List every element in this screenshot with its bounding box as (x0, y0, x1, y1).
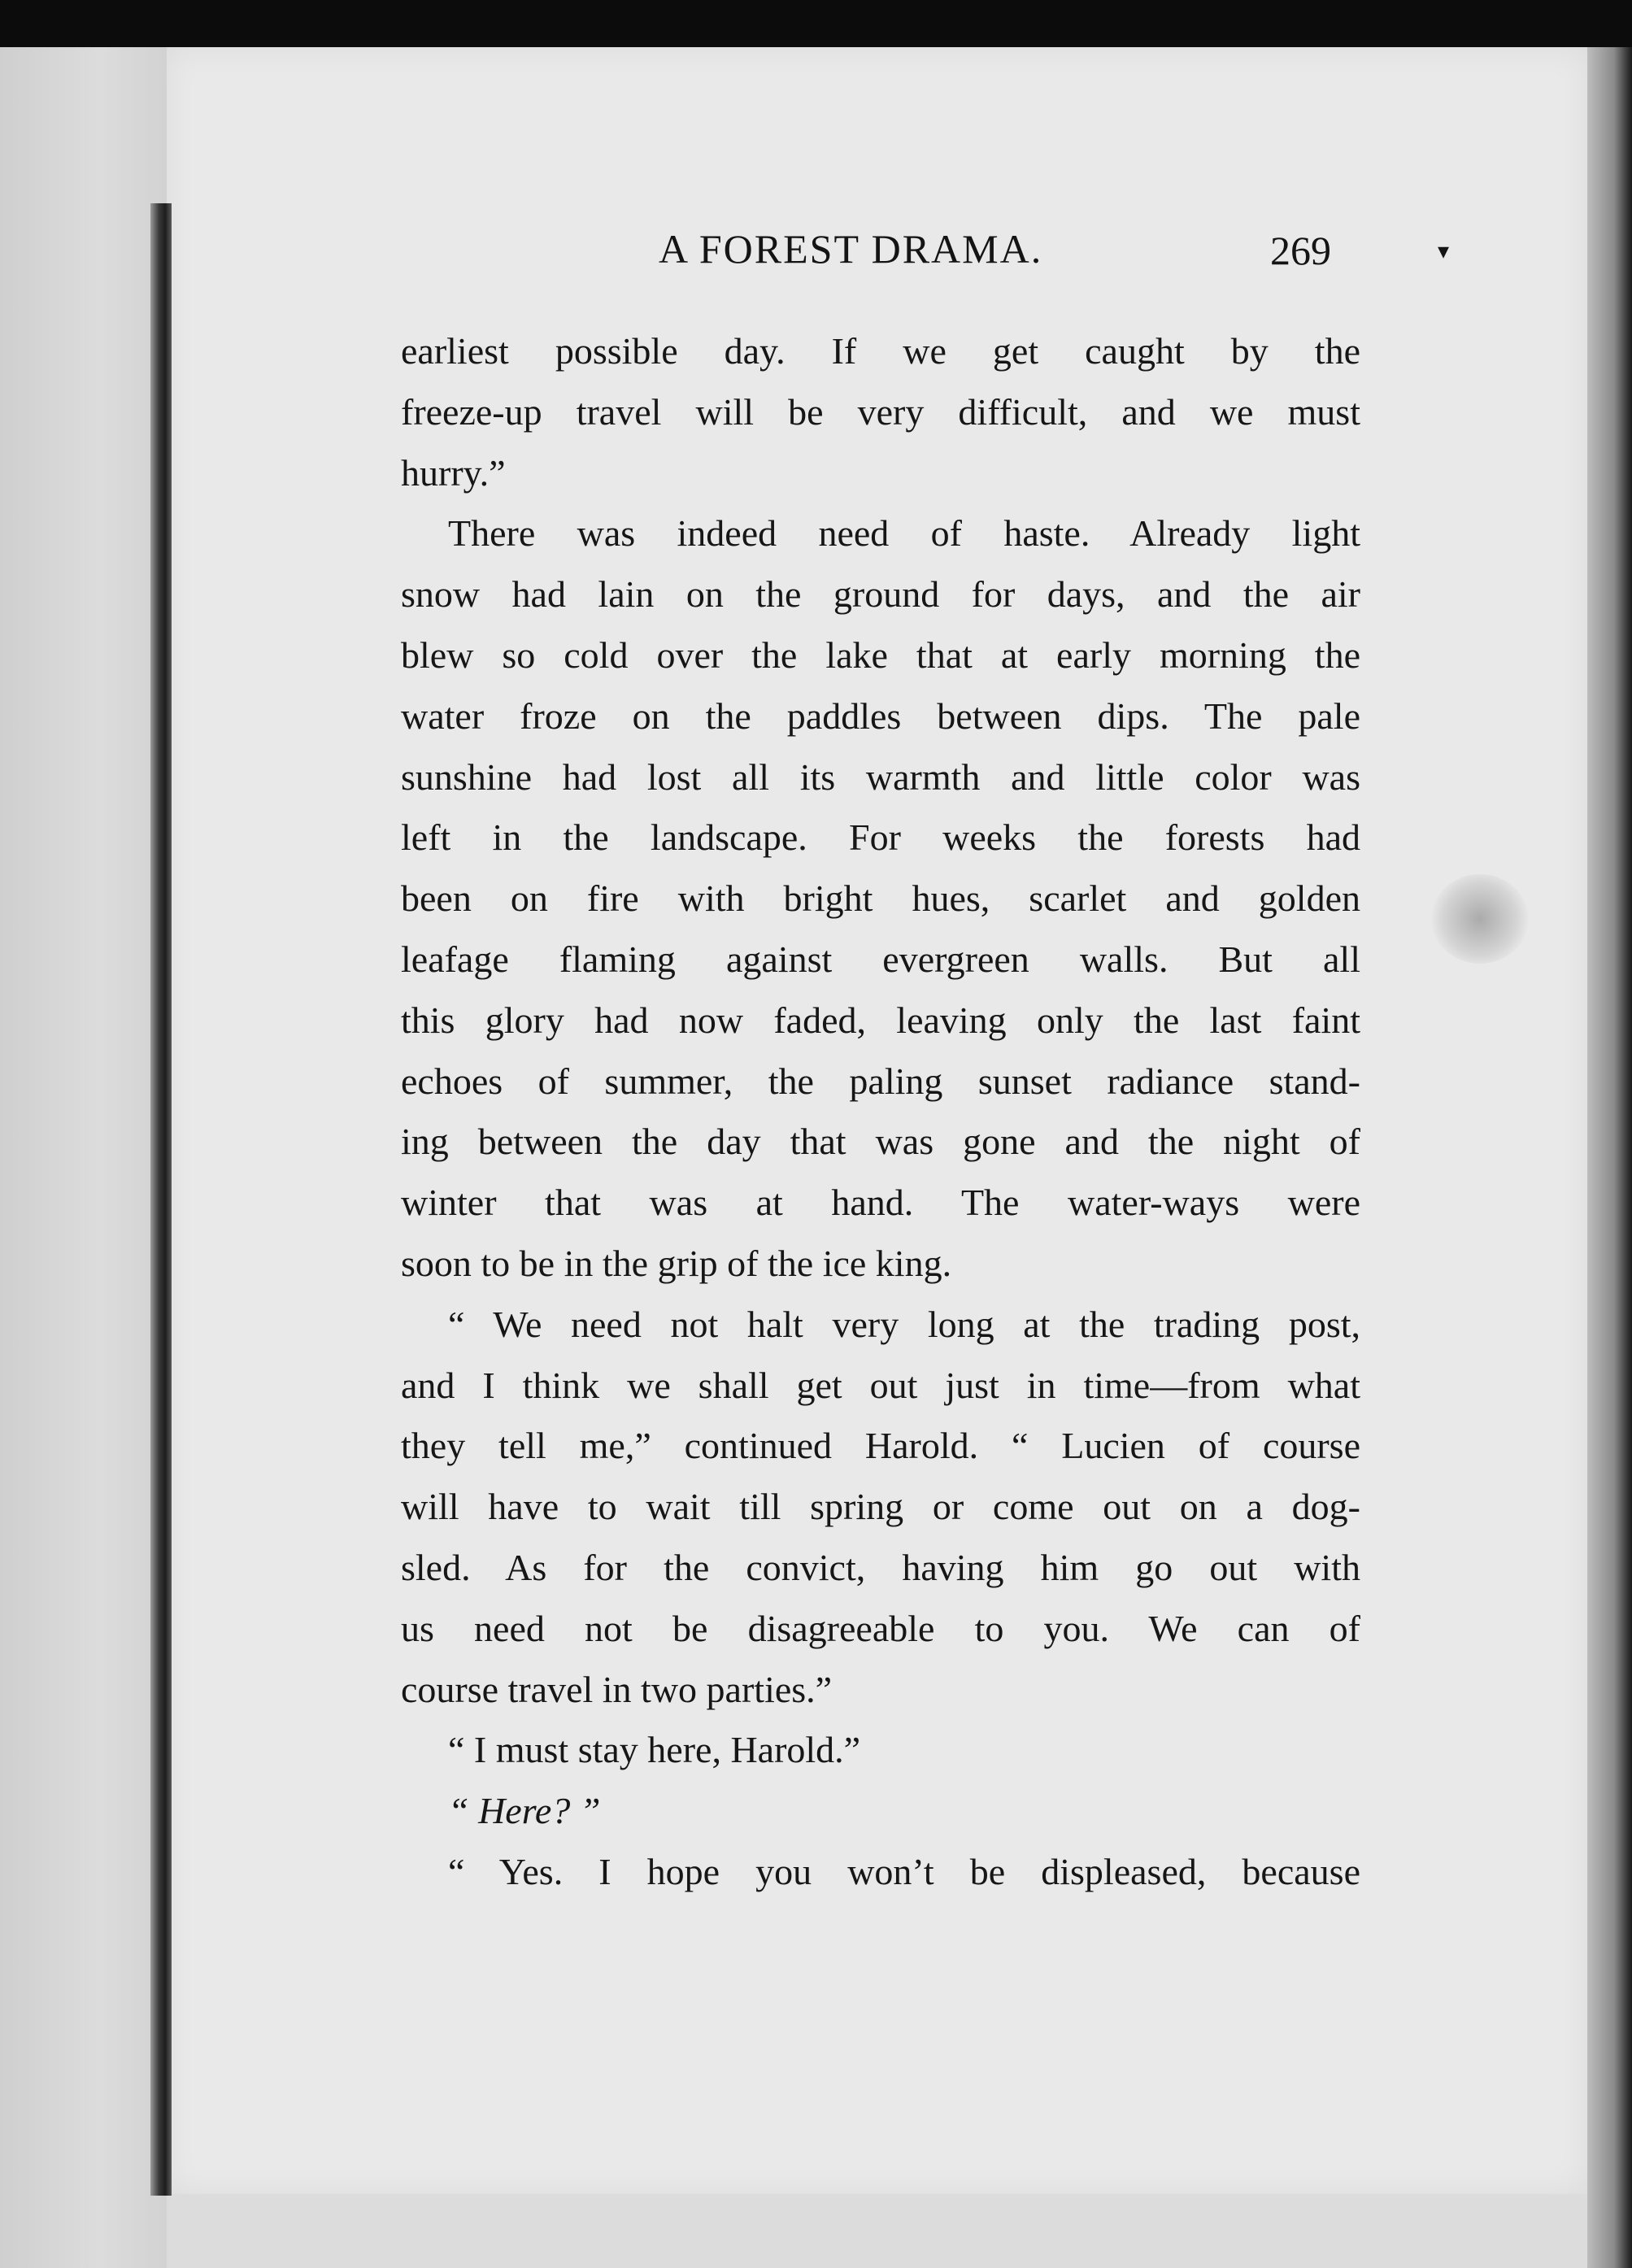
body-text (401, 321, 1360, 1903)
text-line: hurry.” (401, 451, 506, 494)
text-line: “ Yes. I hope you won’t be displeased, because (448, 1850, 1360, 1892)
page-right-edge (1587, 47, 1632, 2268)
text-line: will have to wait till spring or come out on a dog- (401, 1486, 1360, 1528)
text-line: blew so cold over the lake that at early morning the (401, 633, 1360, 676)
text-line: water froze on the paddles between dips. The pale (401, 694, 1360, 737)
page-bottom-margin (167, 2194, 1632, 2268)
text-line: this glory had now faded, leaving only the last faint (401, 999, 1360, 1041)
text-line: leafage flaming against evergreen walls. But all (401, 938, 1360, 980)
text-line: soon to be in the grip of the ice king. (401, 1242, 952, 1284)
text-line: “ Here? ” (448, 1790, 601, 1832)
text-line: There was indeed need of haste. Already light (448, 512, 1360, 555)
text-line: left in the landscape. For weeks the forests had (401, 816, 1360, 859)
text-line: “ We need not halt very long at the trading post, (448, 1303, 1360, 1345)
text-line: snow had lain on the ground for days, and the air (401, 573, 1360, 616)
text-line: winter that was at hand. The water-ways were (401, 1182, 1360, 1224)
text-line: us need not be disagreeable to you. We can of (401, 1607, 1360, 1649)
ink-smudge (1431, 874, 1529, 964)
facing-page-edge (0, 47, 167, 2268)
binding-gutter (150, 203, 172, 2196)
text-line: sunshine had lost all its warmth and little color was (401, 755, 1360, 798)
text-line: and I think we shall get out just in time—from what (401, 1364, 1360, 1406)
text-line: echoes of summer, the paling sunset radiance stand- (401, 1060, 1360, 1102)
text-line: been on fire with bright hues, scarlet and golden (401, 877, 1360, 920)
text-line: freeze-up travel will be very difficult, and we must (401, 390, 1360, 433)
margin-mark-icon: ▾ (1438, 237, 1450, 264)
text-line: sled. As for the convict, having him go out with (401, 1546, 1360, 1588)
text-line: “ I must stay here, Harold.” (448, 1729, 861, 1771)
text-line: ing between the day that was gone and the night of (401, 1121, 1360, 1163)
running-title: A FOREST DRAMA. (659, 226, 1043, 272)
text-line: course travel in two parties.” (401, 1668, 833, 1710)
text-line: earliest possible day. If we get caught by the (401, 330, 1360, 372)
page-number: 269 (1270, 228, 1331, 273)
text-line: they tell me,” continued Harold. “ Lucien of course (401, 1425, 1360, 1467)
